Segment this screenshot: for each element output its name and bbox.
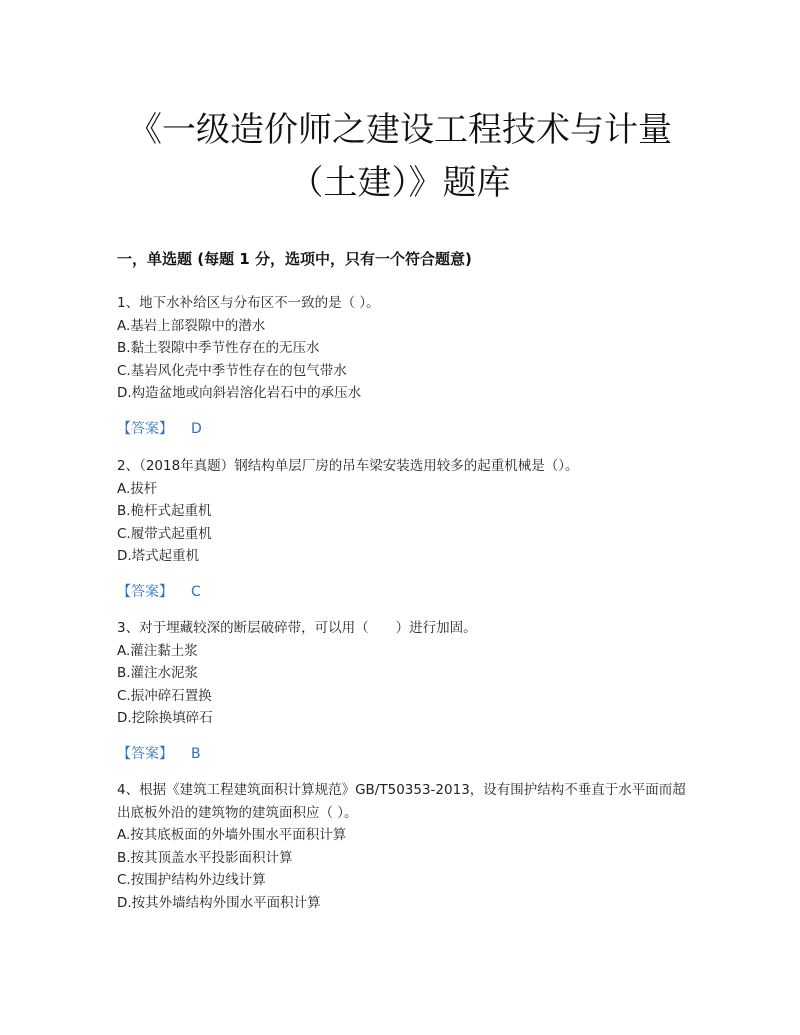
question-4 <box>117 779 692 914</box>
option-d: D.按其外墙结构外围水平面积计算 <box>117 894 321 911</box>
question-3 <box>117 617 692 765</box>
question-2 <box>117 455 692 603</box>
answer-label: 【答案】 <box>117 745 173 762</box>
option-a: A.基岩上部裂隙中的潜水 <box>117 317 266 334</box>
option-b: B.按其顶盖水平投影面积计算 <box>117 849 293 866</box>
option-d: D.塔式起重机 <box>117 548 200 564</box>
answer-value: B <box>191 745 201 762</box>
answer-line <box>117 743 692 765</box>
option-d: D.挖除换填碎石 <box>117 710 213 726</box>
option-c: C.按围护结构外边线计算 <box>117 872 266 888</box>
question-1 <box>117 292 692 440</box>
option-b: B.灌注水泥浆 <box>117 665 199 681</box>
option-b: B.黏土裂隙中季节性存在的无压水 <box>117 340 320 356</box>
question-stem: 2、（2018年真题）钢结构单层厂房的吊车梁安装选用较多的起重机械是（）。 <box>117 458 579 474</box>
option-a: A.灌注黏土浆 <box>117 642 198 659</box>
option-c: C.履带式起重机 <box>117 525 212 542</box>
question-stem: 3、对于埋藏较深的断层破碎带，可以用（ ）进行加固。 <box>117 620 477 636</box>
option-a: A.按其底板面的外墙外围水平面积计算 <box>117 827 347 843</box>
option-d: D.构造盆地或向斜岩溶化岩石中的承压水 <box>117 385 362 401</box>
question-stem: 4、根据《建筑工程建筑面积计算规范》GB/T50353-2013，设有围护结构不垂直于水平面而超出底板外沿的建筑物的建筑面积应（ ）。 <box>117 782 686 821</box>
section-heading: 一，单选题 (每题 1 分，选项中，只有一个符合题意) <box>117 250 472 268</box>
answer-label: 【答案】 <box>117 583 173 600</box>
answer-line <box>117 418 692 440</box>
answer-value: D <box>191 420 202 437</box>
document-title-line-1: 《一级造价师之建设工程技术与计量 <box>128 110 672 150</box>
answer-label: 【答案】 <box>117 420 173 437</box>
answer-value: C <box>191 583 201 600</box>
document-title-line-2: （土建）》题库 <box>289 163 511 203</box>
question-stem: 1、地下水补给区与分布区不一致的是（ ）。 <box>117 295 380 311</box>
option-a: A.拔杆 <box>117 480 158 497</box>
option-c: C.基岩风化壳中季节性存在的包气带水 <box>117 362 347 379</box>
option-b: B.桅杆式起重机 <box>117 503 212 519</box>
answer-line <box>117 581 692 603</box>
option-c: C.振冲碎石置换 <box>117 687 212 704</box>
